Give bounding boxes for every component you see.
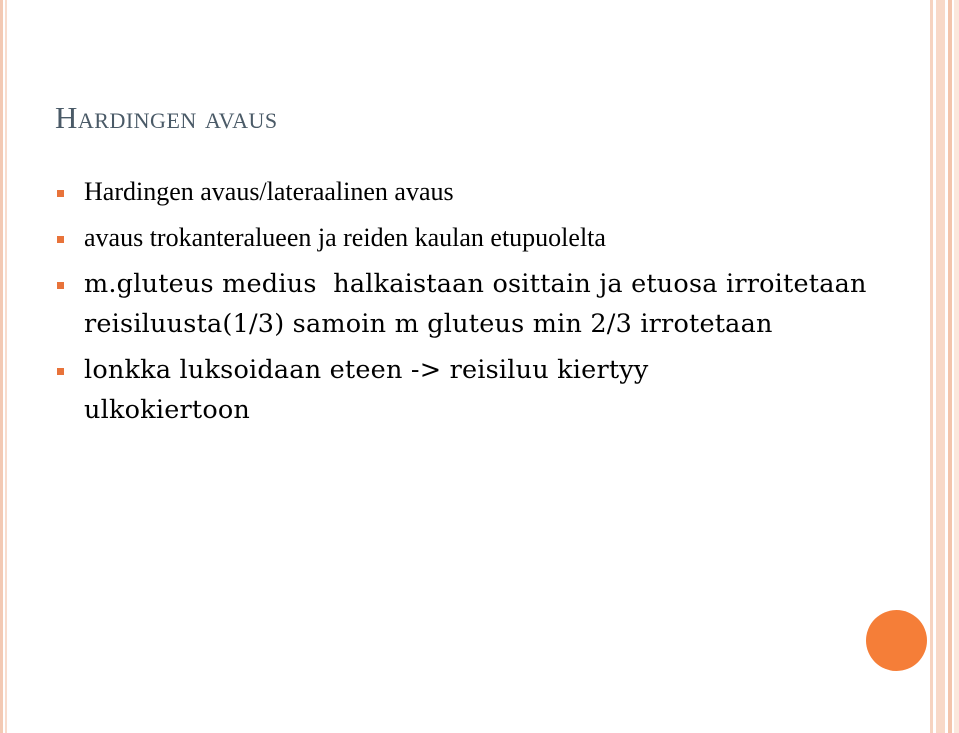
bullet-list <box>55 172 915 436</box>
bullet-item <box>55 218 915 258</box>
square-bullet-icon <box>57 236 64 243</box>
right-decorative-stripe <box>930 0 933 733</box>
slide-title: Hardingen avaus <box>55 100 278 135</box>
bullet-item <box>55 172 915 212</box>
bullet-text: m.gluteus medius halkaistaan osittain ja etuosa irroitetaan reisiluusta(1/3) samoin m gluteus min 2/3 irrotetaan <box>84 269 875 339</box>
square-bullet-icon <box>57 368 64 375</box>
square-bullet-icon <box>57 190 64 197</box>
bullet-item <box>55 350 915 430</box>
right-decorative-stripe-edge <box>954 0 959 733</box>
orange-circle-decoration <box>866 610 927 671</box>
bullet-text: avaus trokanteralueen ja reiden kaulan etupuolelta <box>84 223 606 252</box>
square-bullet-icon <box>57 282 64 289</box>
bullet-item <box>55 264 915 344</box>
left-decorative-stripe <box>0 0 3 733</box>
right-decorative-stripe-dark <box>948 0 952 733</box>
bullet-text: lonkka luksoidaan eteen -> reisiluu kiertyy ulkokiertoon <box>84 355 649 425</box>
right-decorative-stripe-wide <box>936 0 945 733</box>
bullet-text: Hardingen avaus/lateraalinen avaus <box>84 177 454 206</box>
left-decorative-stripe-thin <box>5 0 7 733</box>
